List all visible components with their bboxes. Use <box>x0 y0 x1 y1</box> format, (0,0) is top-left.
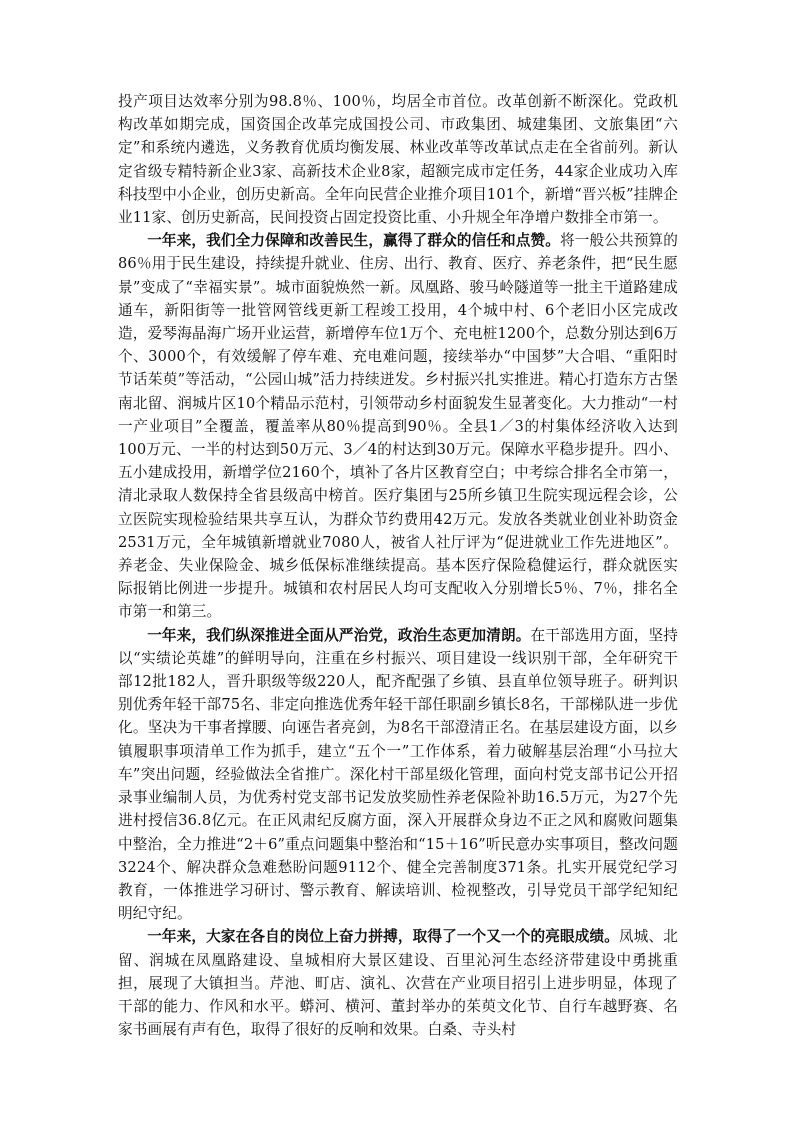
paragraph-2-text: 将一般公共预算的86％用于民生建设，持续提升就业、住房、出行、教育、医疗、养老条件，把“民生愿景”变成了“幸福实景”。城市面貌焕然一新。凤凰路、骏马岭隧道等一批主干道路建成通车，新阳街等一批管网管线更新工程竣工投用，4个城中村、6个老旧小区完成改造，爱琴海晶海广场开业运营，新增停车位1万个、充电桩1200个，总数分别达到6万个、3000个，有效缓解了停车难、充电难问题，接续举办“中国梦”大合唱、“重阳时节话茱萸”等活动，“公园山城”活力持续迸发。乡村振兴扎实推进。精心打造东方古堡南北留、润城片区10个精品示范村，引领带动乡村面貌发生显著变化。大力推动“一村一产业项目”全覆盖，覆盖率从80％提高到90％。全县1／3的村集体经济收入达到100万元、一半的村达到50万元、3／4的村达到30万元。保障水平稳步提升。四小、五小建成投用，新增学位2160个，填补了各片区教育空白；中考综合排名全市第一，清北录取人数保持全省县级高中榜首。医疗集团与25所乡镇卫生院实现远程会诊，公立医院实现检验结果共享互认，为群众节约费用42万元。发放各类就业创业补助资金2531万元，全年城镇新增就业7080人，被省人社厅评为“促进就业工作先进地区”。养老金、失业保险金、城乡低保标准继续提高。基本医疗保险稳健运行，群众就医实际报销比例进一步提升。城镇和农村居民人均可支配收入分别增长5％、7％，排名全市第一和第三。 <box>118 232 679 621</box>
paragraph-2 <box>118 229 678 623</box>
paragraph-2-lead: 一年来，我们全力保障和改善民生，赢得了群众的信任和点赞。 <box>147 232 561 250</box>
paragraph-3-text: 在干部选用方面，坚持以“实绩论英雄”的鲜明导向，注重在乡村振兴、项目建设一线识别干部，全年研究干部12批182人，晋升职级等级220人，配齐配强了乡镇、县直单位领导班子。研判识别优秀年轻干部75名、非定向推选优秀年轻干部任职副乡镇长8名，干部梯队进一步优化。坚决为干事者撑腰、向诬告者亮剑，为8名干部澄清正名。在基层建设方面，以乡镇履职事项清单工作为抓手，建立“五个一”工作体系，着力破解基层治理“小马拉大车”突出问题，经验做法全省推广。深化村干部星级化管理，面向村党支部书记公开招录事业编制人员，为优秀村党支部书记发放奖励性养老保险补助16.5万元，为27个先进村授信36.8亿元。在正风肃纪反腐方面，深入开展群众身边不正之风和腐败问题集中整治，全力推进“2＋6”重点问题集中整治和“15＋16”听民意办实事项目，整改问题3224个、解决群众急难愁盼问题9112个、健全完善制度371条。扎实开展党纪学习教育，一体推进学习研讨、警示教育、解读培训、检视整改，引导党员干部学纪知纪明纪守纪。 <box>118 626 678 923</box>
document-body <box>118 90 678 1041</box>
paragraph-3 <box>118 624 678 926</box>
paragraph-4-text: 凤城、北留、润城在凤凰路建设、皇城相府大景区建设、百里沁河生态经济带建设中勇挑重担，展现了大镇担当。芹池、町店、演礼、次营在产业项目招引上进步明显，体现了干部的能力、作风和水平。蟒河、横河、董封举办的茱萸文化节、自行车越野赛、名家书画展有声有色，取得了很好的反响和效果。白桑、寺头村 <box>118 928 678 1039</box>
paragraph-1-text: 投产项目达效率分别为98.8％、100％，均居全市首位。改革创新不断深化。党政机构改革如期完成，国资国企改革完成国投公司、市政集团、城建集团、文旅集团“六定”和系统内遴选，义务教育优质均衡发展、林业改革等改革试点走在全省前列。新认定省级专精特新企业3家、高新技术企业8家，超额完成市定任务，44家企业成功入库科技型中小企业，创历史新高。全年向民营企业推介项目101个，新增“晋兴板”挂牌企业11家、创历史新高，民间投资占固定投资比重、小升规全年净增户数排全市第一。 <box>118 93 678 227</box>
paragraph-4-lead: 一年来，大家在各自的岗位上奋力拼搏，取得了一个又一个的亮眼成绩。 <box>147 928 620 946</box>
paragraph-1 <box>118 90 678 229</box>
paragraph-4 <box>118 925 678 1041</box>
paragraph-3-lead: 一年来，我们纵深推进全面从严治党，政治生态更加清朗。 <box>147 626 531 644</box>
